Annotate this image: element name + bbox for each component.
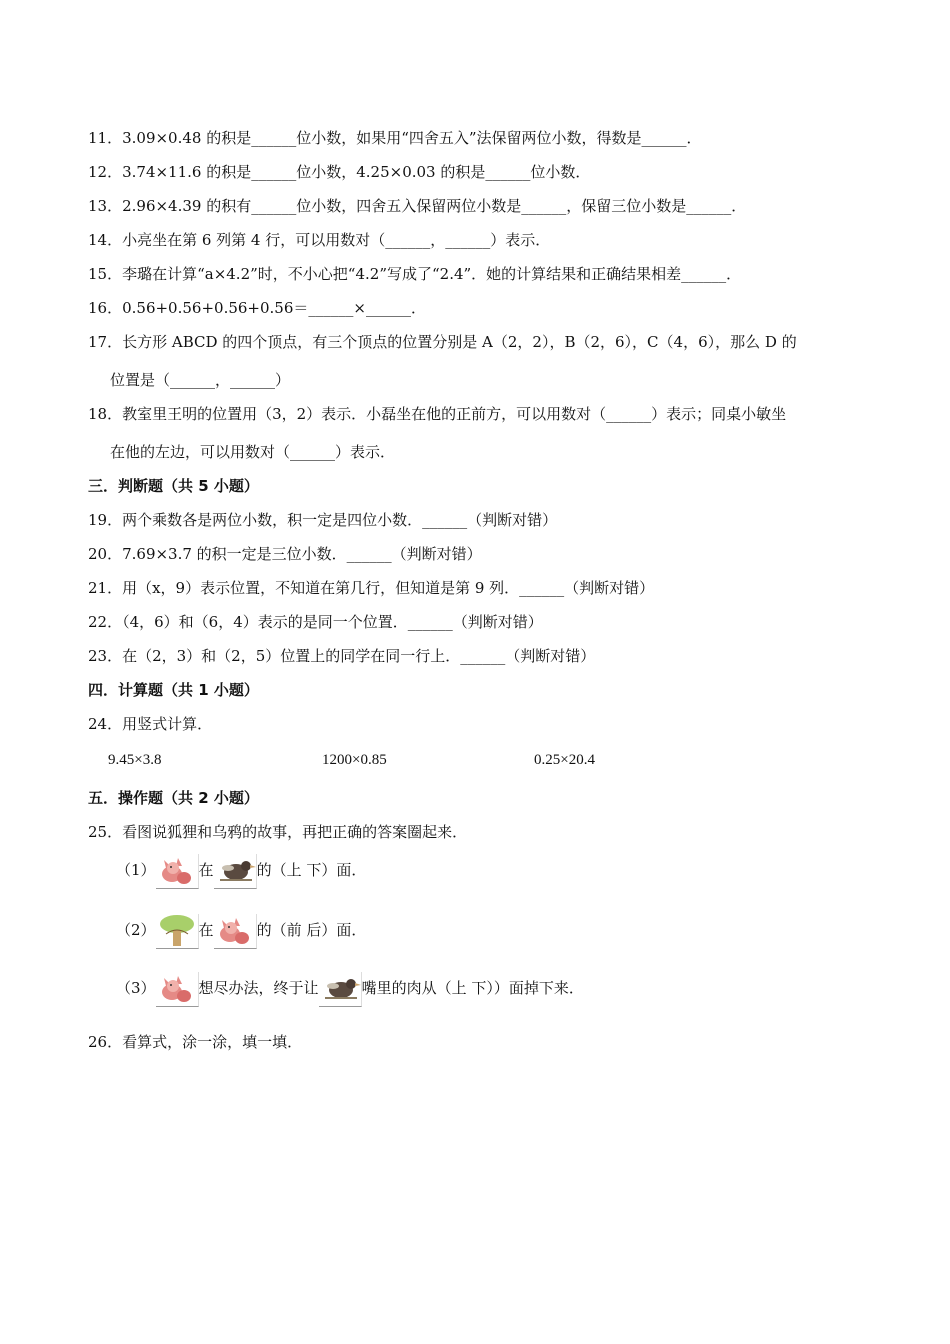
question-17-line2: 位置是（______，______） xyxy=(110,371,291,389)
question-16: 16．0.56+0.56+0.56+0.56＝______×______． xyxy=(88,299,426,317)
connector-text: 在 xyxy=(198,921,214,939)
question-17-line1: 17．长方形 ABCD 的四个顶点，有三个顶点的位置分别是 A（2，2），B（2，6），C（4，6），那么 D 的 xyxy=(88,333,797,351)
calc-item-2: 1200×0.85 xyxy=(322,752,387,768)
question-22: 22．（4，6）和（6，4）表示的是同一个位置．______（判断对错） xyxy=(88,613,543,631)
fox-icon xyxy=(156,854,199,889)
question-12: 12．3.74×11.6 的积是______位小数，4.25×0.03 的积是______位小数． xyxy=(88,163,591,181)
item-number: （1） xyxy=(116,861,156,879)
question-19: 19．两个乘数各是两位小数，积一定是四位小数．______（判断对错） xyxy=(88,511,558,529)
answer-text: 嘴里的肉从（上 下））面掉下来． xyxy=(361,979,584,997)
connector-text: 在 xyxy=(198,861,214,879)
question-18-line1: 18．教室里王明的位置用（3，2）表示．小磊坐在他的正前方，可以用数对（______）表示；同桌小敏坐 xyxy=(88,405,787,423)
connector-text: 想尽办法，终于让 xyxy=(198,979,319,997)
tree-icon xyxy=(156,914,199,949)
calc-item-1: 9.45×3.8 xyxy=(108,752,162,768)
question-15: 15．李璐在计算“a×4.2”时，不小心把“4.2”写成了“2.4”．她的计算结果和正确结果相差______． xyxy=(88,265,742,283)
picture-question-3 xyxy=(116,970,584,1007)
section-4-title: 四．计算题（共 1 小题） xyxy=(88,681,259,699)
answer-text: 的（前 后）面． xyxy=(256,921,367,939)
item-number: （2） xyxy=(116,921,156,939)
question-25: 25．看图说狐狸和乌鸦的故事，再把正确的答案圈起来． xyxy=(88,823,468,841)
question-14: 14．小亮坐在第 6 列第 4 行，可以用数对（______，______）表示． xyxy=(88,231,551,249)
question-23: 23．在（2，3）和（2，5）位置上的同学在同一行上．______（判断对错） xyxy=(88,647,596,665)
crow-icon xyxy=(214,854,257,889)
picture-question-2 xyxy=(116,912,366,949)
question-21: 21．用（x，9）表示位置，不知道在第几行，但知道是第 9 列．______（判断对错） xyxy=(88,579,655,597)
item-number: （3） xyxy=(116,979,156,997)
picture-question-1 xyxy=(116,852,366,889)
fox-icon xyxy=(156,972,199,1007)
fox-icon xyxy=(214,914,257,949)
question-18-line2: 在他的左边，可以用数对（______）表示． xyxy=(110,443,396,461)
calc-item-3: 0.25×20.4 xyxy=(534,752,595,768)
question-13: 13．2.96×4.39 的积有______位小数，四舍五入保留两位小数是______，保留三位小数是______． xyxy=(88,197,747,215)
section-3-title: 三．判断题（共 5 小题） xyxy=(88,477,259,495)
crow-icon xyxy=(319,972,362,1007)
question-26: 26．看算式，涂一涂，填一填． xyxy=(88,1033,303,1051)
section-5-title: 五．操作题（共 2 小题） xyxy=(88,789,259,807)
question-24: 24．用竖式计算． xyxy=(88,715,213,733)
answer-text: 的（上 下）面． xyxy=(256,861,367,879)
question-11: 11．3.09×0.48 的积是______位小数，如果用“四舍五入”法保留两位小数，得数是______． xyxy=(88,129,702,147)
question-20: 20．7.69×3.7 的积一定是三位小数．______（判断对错） xyxy=(88,545,482,563)
